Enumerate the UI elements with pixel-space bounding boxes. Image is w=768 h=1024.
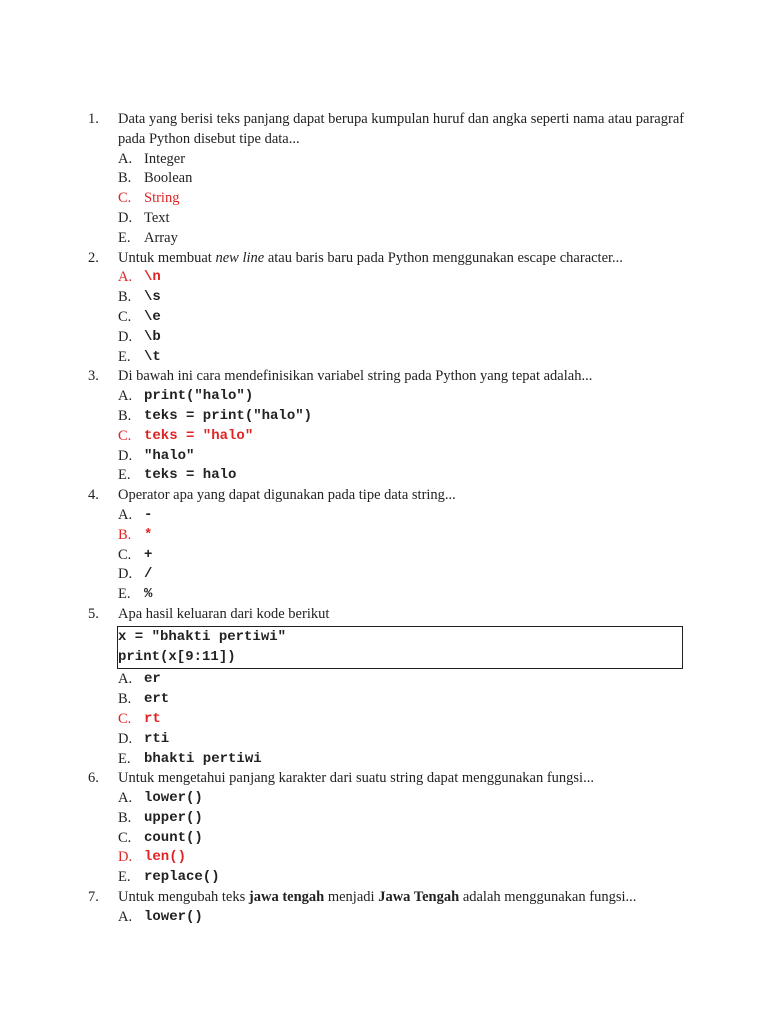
option-text: Boolean [144, 170, 193, 187]
question-4 [88, 486, 688, 506]
question-text-part: Untuk membuat [118, 249, 216, 266]
option-text: lower() [144, 790, 203, 807]
option-letter: A. [118, 506, 133, 523]
option-1a [118, 150, 688, 170]
option-letter: E. [118, 869, 131, 886]
option-1b [118, 169, 688, 189]
option-text: % [144, 586, 153, 603]
question-text: Apa hasil keluaran dari kode berikut [118, 605, 330, 622]
option-4c [118, 546, 688, 566]
option-2c [118, 308, 688, 328]
option-text: rti [144, 730, 170, 747]
option-text: count() [144, 829, 203, 846]
option-2a-correct [118, 268, 688, 288]
option-6a [118, 789, 688, 809]
option-letter: C. [118, 427, 132, 444]
option-text: len() [144, 849, 187, 866]
question-text [118, 888, 688, 908]
option-text: / [144, 566, 153, 583]
option-letter: B. [118, 289, 132, 306]
option-5e [118, 750, 688, 770]
option-letter: E. [118, 586, 131, 603]
question-text: Data yang berisi teks panjang dapat berupa kumpulan huruf dan angka seperti nama atau paragraf pada Python disebut tipe data... [118, 111, 685, 147]
question-text-italic: new line [215, 249, 265, 266]
option-letter: E. [118, 229, 131, 246]
option-letter: A. [118, 671, 133, 688]
option-letter: C. [118, 308, 132, 325]
question-number: 1. [88, 111, 99, 127]
option-letter: C. [118, 190, 132, 207]
code-line: x = "bhakti pertiwi" [118, 628, 287, 645]
option-3d [118, 447, 688, 467]
option-text: \n [144, 269, 161, 286]
option-text: + [144, 546, 153, 563]
option-letter: A. [118, 388, 133, 405]
question-text: Untuk mengetahui panjang karakter dari suatu string dapat menggunakan fungsi... [118, 770, 594, 787]
option-5a [118, 670, 688, 690]
question-number: 3. [88, 368, 99, 385]
option-letter: B. [118, 691, 132, 708]
option-5d [118, 730, 688, 750]
option-letter: B. [118, 809, 132, 826]
question-5 [88, 605, 688, 625]
option-text: er [144, 671, 161, 688]
option-letter: D. [118, 328, 133, 345]
option-6d-correct [118, 848, 688, 868]
option-letter: B. [118, 526, 132, 543]
option-text: lower() [144, 908, 203, 925]
option-letter: D. [118, 447, 133, 464]
option-letter: B. [118, 170, 132, 187]
option-text: \e [144, 308, 161, 325]
question-text-bold: Jawa Tengah [378, 889, 460, 906]
option-4b-correct [118, 526, 688, 546]
option-2b [118, 288, 688, 308]
option-letter: D. [118, 209, 133, 226]
question-3 [88, 367, 688, 387]
option-6b [118, 809, 688, 829]
question-text-part: Untuk mengubah teks [118, 889, 249, 906]
option-text: \t [144, 348, 161, 365]
option-text: \b [144, 328, 161, 345]
question-1 [88, 110, 688, 150]
question-text: Operator apa yang dapat digunakan pada tipe data string... [118, 487, 456, 504]
question-text: Di bawah ini cara mendefinisikan variabel string pada Python yang tepat adalah... [118, 368, 593, 385]
option-4a [118, 506, 688, 526]
question-number: 2. [88, 249, 99, 266]
option-letter: C. [118, 546, 132, 563]
option-3a [118, 387, 688, 407]
option-letter: A. [118, 908, 133, 925]
question-7 [88, 888, 688, 908]
option-letter: A. [118, 790, 133, 807]
option-text: teks = halo [144, 467, 237, 484]
option-text: Text [144, 209, 170, 226]
question-text [118, 249, 688, 269]
option-text: rt [144, 710, 161, 727]
option-text: teks = "halo" [144, 427, 254, 444]
question-number: 6. [88, 770, 99, 787]
option-7a [118, 908, 688, 928]
question-text-bold: jawa tengah [248, 889, 325, 906]
option-text: * [144, 526, 153, 543]
question-number: 4. [88, 487, 99, 504]
option-3b [118, 407, 688, 427]
option-1d [118, 209, 688, 229]
option-5c-correct [118, 710, 688, 730]
option-text: Integer [144, 150, 186, 167]
question-6 [88, 769, 688, 789]
option-letter: B. [118, 407, 132, 424]
option-2d [118, 328, 688, 348]
option-text: Array [144, 229, 178, 246]
option-5b [118, 690, 688, 710]
quiz-document [88, 110, 688, 928]
option-6c [118, 829, 688, 849]
option-text: "halo" [144, 447, 195, 464]
option-text: upper() [144, 809, 203, 826]
option-text: replace() [144, 869, 220, 886]
option-3c-correct [118, 427, 688, 447]
option-letter: C. [118, 829, 132, 846]
option-letter: D. [118, 849, 133, 866]
option-6e [118, 868, 688, 888]
option-letter: A. [118, 150, 133, 167]
option-text: print("halo") [144, 388, 254, 405]
option-1c-correct [118, 189, 688, 209]
option-text: bhakti pertiwi [144, 750, 262, 767]
option-3e [118, 466, 688, 486]
option-4e [118, 585, 688, 605]
option-4d [118, 565, 688, 585]
option-letter: D. [118, 566, 133, 583]
option-2e [118, 348, 688, 368]
option-letter: D. [118, 730, 133, 747]
option-1e [118, 229, 688, 249]
option-text: teks = print("halo") [144, 407, 313, 424]
question-number: 7. [88, 889, 99, 906]
option-text: - [144, 506, 153, 523]
option-text: String [144, 190, 180, 207]
option-text: \s [144, 289, 161, 306]
option-letter: C. [118, 710, 132, 727]
option-letter: A. [118, 269, 133, 286]
code-line: print(x[9:11]) [118, 648, 236, 665]
option-letter: E. [118, 750, 131, 767]
code-box [117, 626, 683, 670]
question-text-part: adalah menggunakan fungsi... [459, 889, 637, 906]
question-number: 5. [88, 605, 99, 622]
option-text: ert [144, 691, 170, 708]
option-letter: E. [118, 467, 131, 484]
question-text-part: atau baris baru pada Python menggunakan escape character... [264, 249, 623, 266]
question-text-part: menjadi [324, 889, 379, 906]
question-2 [88, 249, 688, 269]
option-letter: E. [118, 348, 131, 365]
